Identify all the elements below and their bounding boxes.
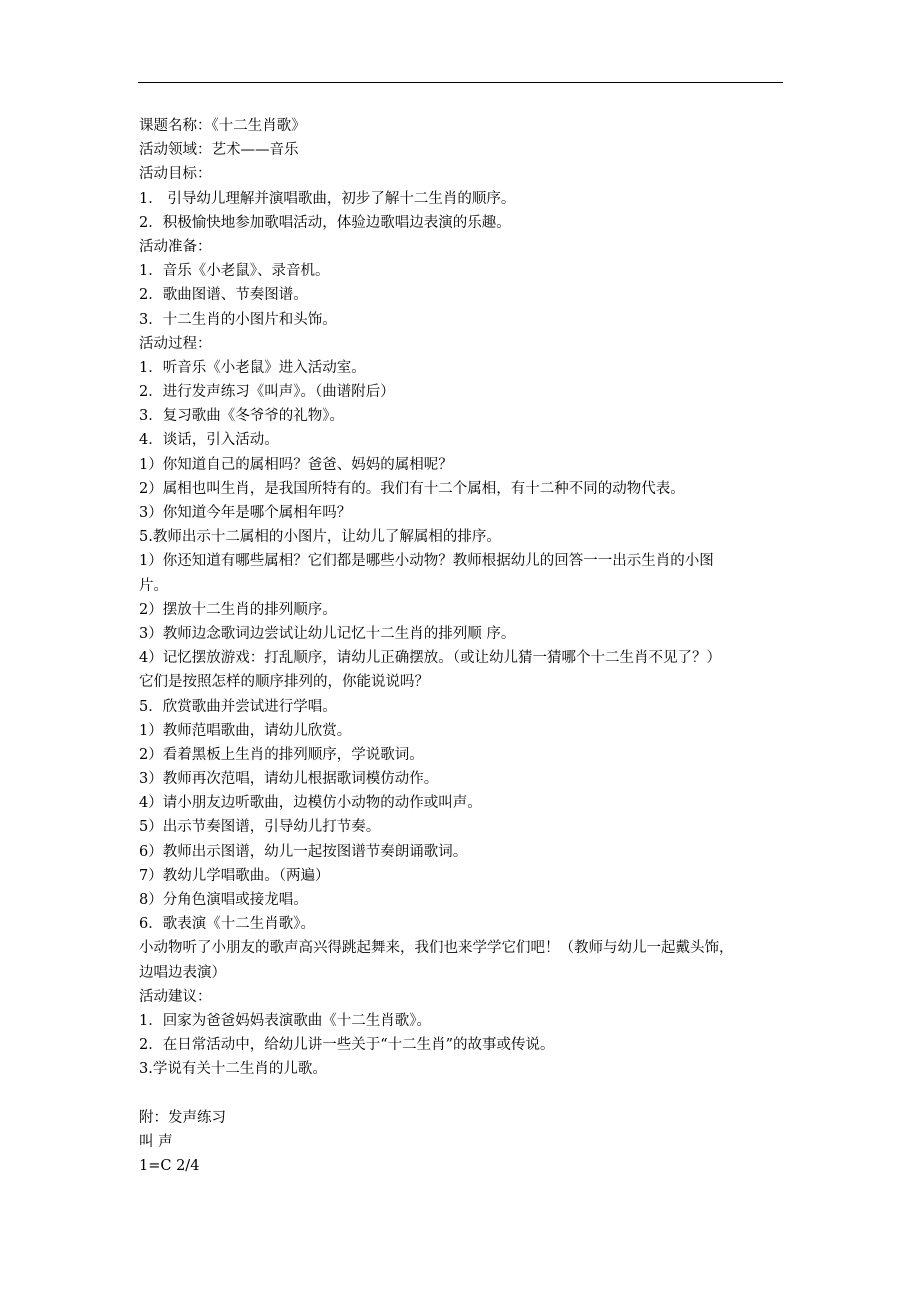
appendix-heading: 附：发声练习 xyxy=(139,1109,226,1126)
appendix-song-title: 叫 声 xyxy=(139,1133,173,1150)
suggestion-item: 1．回家为爸爸妈妈表演歌曲《十二生肖歌》。 xyxy=(139,1012,431,1029)
preparation-item: 3．十二生肖的小图片和头饰。 xyxy=(139,311,337,328)
goal-item: 2．积极愉快地参加歌唱活动，体验边歌唱边表演的乐趣。 xyxy=(139,214,511,231)
section-heading-process: 活动过程： xyxy=(139,335,212,352)
process-subitem: 3）你知道今年是哪个属相年吗？ xyxy=(139,505,352,521)
process-item: 1．听音乐《小老鼠》进入活动室。 xyxy=(139,359,366,376)
process-item: 3．复习歌曲《冬爷爷的礼物》。 xyxy=(139,408,344,425)
process-subitem: 5）出示节奏图谱，引导幼儿打节奏。 xyxy=(139,819,381,836)
process-subitem: 8）分角色演唱或接龙唱。 xyxy=(139,892,308,908)
suggestion-item: 3.学说有关十二生肖的儿歌。 xyxy=(139,1061,327,1078)
process-subitem: 4）记忆摆放游戏：打乱顺序，请幼儿正确摆放。（或让幼儿猜一猜哪个十二生肖不见了？） xyxy=(139,650,721,667)
process-subitem: 2）看着黑板上生肖的排列顺序，学说歌词。 xyxy=(139,746,424,763)
section-heading-goals: 活动目标： xyxy=(139,166,212,183)
process-subitem: 4）请小朋友边听歌曲，边模仿小动物的动作或叫声。 xyxy=(139,795,482,812)
process-paragraph-continued: 边唱边表演） xyxy=(139,964,226,981)
appendix-key-signature: 1=C 2/4 xyxy=(139,1158,200,1175)
process-item: 6．歌表演《十二生肖歌》。 xyxy=(139,916,315,933)
goal-item: 1． 引导幼儿理解并演唱歌曲，初步了解十二生肖的顺序。 xyxy=(139,190,516,207)
process-item: 2．进行发声练习《叫声》。（曲谱附后） xyxy=(139,384,395,401)
process-subitem: 2）摆放十二生肖的排列顺序。 xyxy=(139,601,337,618)
process-subitem-continued: 它们是按照怎样的顺序排列的，你能说说吗？ xyxy=(139,674,429,691)
preparation-item: 2．歌曲图谱、节奏图谱。 xyxy=(139,287,308,304)
section-heading-preparation: 活动准备： xyxy=(139,238,212,255)
process-subitem: 1）你还知道有哪些属相？它们都是哪些小动物？教师根据幼儿的回答一一出示生肖的小图 xyxy=(139,553,714,570)
process-paragraph: 小动物听了小朋友的歌声高兴得跳起舞来，我们也来学学它们吧！（教师与幼儿一起戴头饰， xyxy=(139,940,734,957)
process-subitem: 6）教师出示图谱，幼儿一起按图谱节奏朗诵歌词。 xyxy=(139,843,468,860)
process-subitem: 1）教师范唱歌曲，请幼儿欣赏。 xyxy=(139,722,352,739)
process-subitem: 1）你知道自己的属相吗？爸爸、妈妈的属相呢？ xyxy=(139,456,453,473)
process-subitem: 3）教师再次范唱，请幼儿根据歌词模仿动作。 xyxy=(139,771,439,788)
preparation-item: 1．音乐《小老鼠》、录音机。 xyxy=(139,263,330,280)
blank-line xyxy=(139,1082,799,1106)
section-heading-suggestions: 活动建议： xyxy=(139,988,212,1005)
process-item: 5．欣赏歌曲并尝试进行学唱。 xyxy=(139,698,337,715)
lesson-title: 课题名称：《十二生肖歌》 xyxy=(139,118,306,134)
process-subitem: 3）教师边念歌词边尝试让幼儿记忆十二生肖的排列顺 序。 xyxy=(139,625,516,642)
header-rule xyxy=(138,82,783,83)
process-subitem: 7）教幼儿学唱歌曲。（两遍） xyxy=(139,867,330,884)
suggestion-item: 2．在日常活动中，给幼儿讲一些关于“十二生肖”的故事或传说。 xyxy=(139,1037,555,1054)
process-subitem-continued: 片。 xyxy=(139,577,168,594)
process-item: 5.教师出示十二属相的小图片，让幼儿了解属相的排序。 xyxy=(139,529,501,546)
process-subitem: 2）属相也叫生肖，是我国所特有的。我们有十二个属相，有十二种不同的动物代表。 xyxy=(139,480,685,497)
document-body xyxy=(139,114,799,1178)
activity-domain: 活动领域：艺术——音乐 xyxy=(139,142,299,159)
process-item: 4．谈话，引入活动。 xyxy=(139,432,279,449)
